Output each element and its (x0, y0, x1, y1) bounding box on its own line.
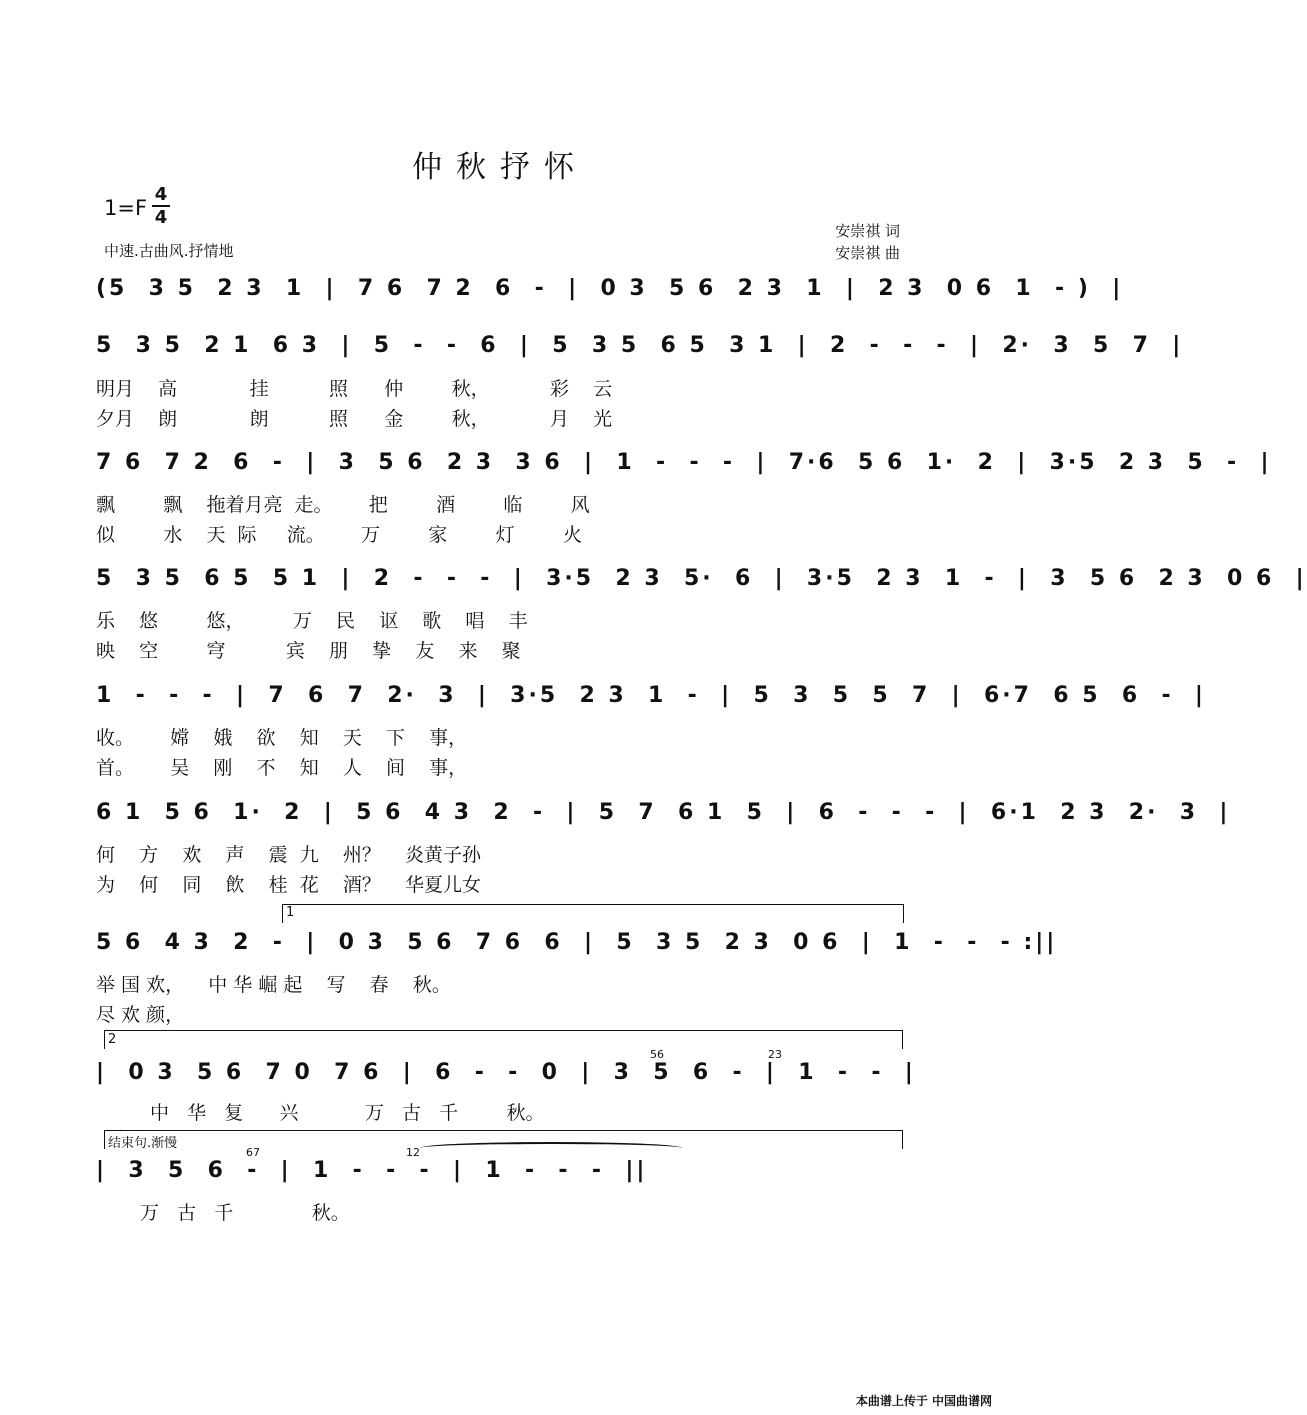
score-row-7-notes: 5 6 4 3 2 - | 0 3 5 6 7 6 6 | 5 3 5 2 3 0 6 | 1 - - - :|| (96, 930, 1058, 955)
score-row-9-notes: | 3 5 6 - | 1 - - - | 1 - - - || (96, 1158, 648, 1183)
page-title: 仲秋抒怀 (412, 150, 588, 185)
grace-note-1: 56 (650, 1048, 664, 1061)
site-footer: 本曲谱上传于 中国曲谱网 (855, 1394, 992, 1408)
first-ending-bracket (282, 904, 904, 923)
score-row-3-lyrics-1: 飘 飘 拖着月亮 走。 把 酒 临 风 (96, 494, 590, 516)
lyricist: 安崇祺 词 (835, 222, 900, 240)
score-row-3-notes: 7 6 7 2 6 - | 3 5 6 2 3 3 6 | 1 - - - | 7·6 5 6 1· 2 | 3·5 2 3 5 - | (96, 450, 1272, 475)
tie-arc (420, 1142, 682, 1154)
score-row-2-lyrics-2: 夕月 朗 朗 照 金 秋， 月 光 (96, 408, 613, 430)
composer: 安崇祺 曲 (835, 244, 900, 262)
score-row-7-lyrics-1: 举 国 欢， 中 华 崛 起 写 春 秋。 (96, 974, 451, 996)
ending-phrase-label: 结束句.渐慢 (108, 1136, 178, 1151)
second-ending-bracket (104, 1030, 903, 1049)
score-row-6-lyrics-1: 何 方 欢 声 震 九 州？ 炎黄子孙 (96, 844, 482, 866)
time-signature (152, 185, 170, 227)
grace-note-2: 23 (768, 1048, 782, 1061)
score-row-5-lyrics-1: 收。 嫦 娥 欲 知 天 下 事， (96, 727, 468, 749)
score-row-6-lyrics-2: 为 何 同 飲 桂 花 酒？ 华夏儿女 (96, 874, 482, 896)
score-row-5-notes: 1 - - - | 7 6 7 2· 3 | 3·5 2 3 1 - | 5 3 5 5 7 | 6·7 6 5 6 - | (96, 683, 1206, 708)
grace-note-3: 67 (246, 1146, 260, 1159)
time-sig-bottom: 4 (154, 207, 168, 228)
score-row-4-lyrics-1: 乐 悠 悠， 万 民 讴 歌 唱 丰 (96, 610, 528, 632)
score-row-2-lyrics-1: 明月 高 挂 照 仲 秋， 彩 云 (96, 378, 613, 400)
score-row-5-lyrics-2: 首。 吴 刚 不 知 人 间 事， (96, 757, 468, 779)
score-row-9-lyrics-1: 万 古 千 秋。 (140, 1202, 350, 1224)
time-sig-top: 4 (154, 184, 168, 205)
score-row-2-notes: 5 3 5 2 1 6 3 | 5 - - 6 | 5 3 5 6 5 3 1 | 2 - - - | 2· 3 5 7 | (96, 333, 1184, 358)
score-row-8-lyrics-1: 中 华 复 兴 万 古 千 秋。 (150, 1102, 545, 1124)
tempo-marking: 中速.古曲风.抒情地 (104, 242, 234, 260)
second-ending-label: 2 (108, 1032, 117, 1047)
score-row-3-lyrics-2: 似 水 天 际 流。 万 家 灯 火 (96, 524, 582, 546)
score-row-6-notes: 6 1 5 6 1· 2 | 5 6 4 3 2 - | 5 7 6 1 5 | 6 - - - | 6·1 2 3 2· 3 | (96, 800, 1231, 825)
score-row-1-notes: (5 3 5 2 3 1 | 7 6 7 2 6 - | 0 3 5 6 2 3 1 | 2 3 0 6 1 - ) | (96, 276, 1124, 301)
score-row-7-lyrics-2: 尽 欢 颜， (96, 1004, 185, 1026)
key-signature: 1=F (104, 196, 148, 220)
first-ending-label: 1 (286, 905, 295, 920)
score-row-4-notes: 5 3 5 6 5 5 1 | 2 - - - | 3·5 2 3 5· 6 | 3·5 2 3 1 - | 3 5 6 2 3 0 6 | (96, 566, 1307, 591)
grace-note-4: 12 (406, 1146, 420, 1159)
score-row-4-lyrics-2: 映 空 穹 宾 朋 挚 友 来 聚 (96, 640, 521, 662)
score-row-8-notes: | 0 3 5 6 7 0 7 6 | 6 - - 0 | 3 5 6 - | 1 - - | (96, 1060, 916, 1085)
